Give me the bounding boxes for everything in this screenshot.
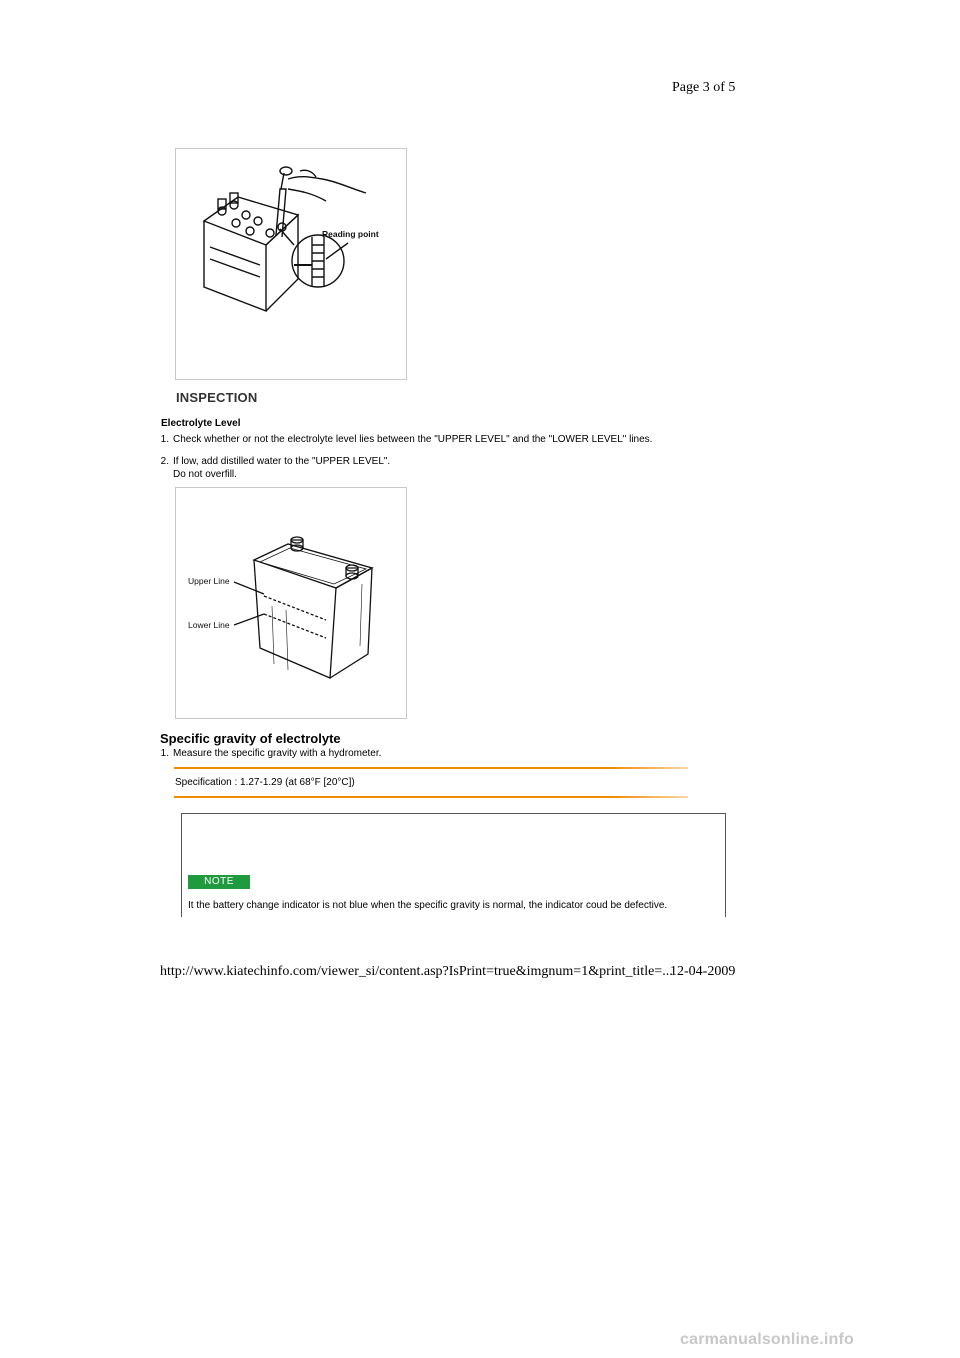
- footer-date: 12-04-2009: [670, 964, 736, 979]
- step-text: If low, add distilled water to the "UPPER LEVEL".: [173, 456, 391, 467]
- note-text: It the battery change indicator is not blue when the specific gravity is normal, the indicator coud be defective.: [188, 900, 668, 911]
- hydrometer-reading-figure: [175, 148, 407, 380]
- step-number: 1.: [160, 434, 169, 445]
- footer-url: http://www.kiatechinfo.com/viewer_si/content.asp?IsPrint=true&imgnum=1&print_title=...: [160, 964, 673, 979]
- note-box: [181, 813, 726, 917]
- step-note: Do not overfill.: [173, 469, 237, 480]
- battery-illustration: [176, 488, 406, 718]
- hydrometer-illustration: [176, 149, 406, 379]
- step-text: Measure the specific gravity with a hydrometer.: [173, 748, 382, 759]
- inspection-heading: INSPECTION: [176, 390, 258, 405]
- electrolyte-level-title: Electrolyte Level: [161, 418, 241, 429]
- watermark: carmanualsonline.info: [680, 1331, 855, 1348]
- note-badge: NOTE: [188, 875, 250, 889]
- step-number: 1.: [160, 748, 169, 759]
- step-number: 2.: [160, 456, 169, 467]
- battery-level-lines-figure: [175, 487, 407, 719]
- specification-text: Specification : 1.27-1.29 (at 68°F [20°C]): [175, 777, 355, 788]
- page-number: Page 3 of 5: [672, 80, 736, 95]
- specification-rule-bottom: [174, 796, 688, 798]
- reading-point-label: Reading point: [322, 229, 379, 239]
- step-text: Check whether or not the electrolyte level lies between the "UPPER LEVEL" and the "LOWER LEVEL" lines.: [173, 434, 653, 445]
- specification-rule-top: [174, 767, 688, 769]
- specific-gravity-title: Specific gravity of electrolyte: [160, 731, 341, 746]
- lower-line-label: Lower Line: [188, 620, 230, 630]
- upper-line-label: Upper Line: [188, 576, 230, 586]
